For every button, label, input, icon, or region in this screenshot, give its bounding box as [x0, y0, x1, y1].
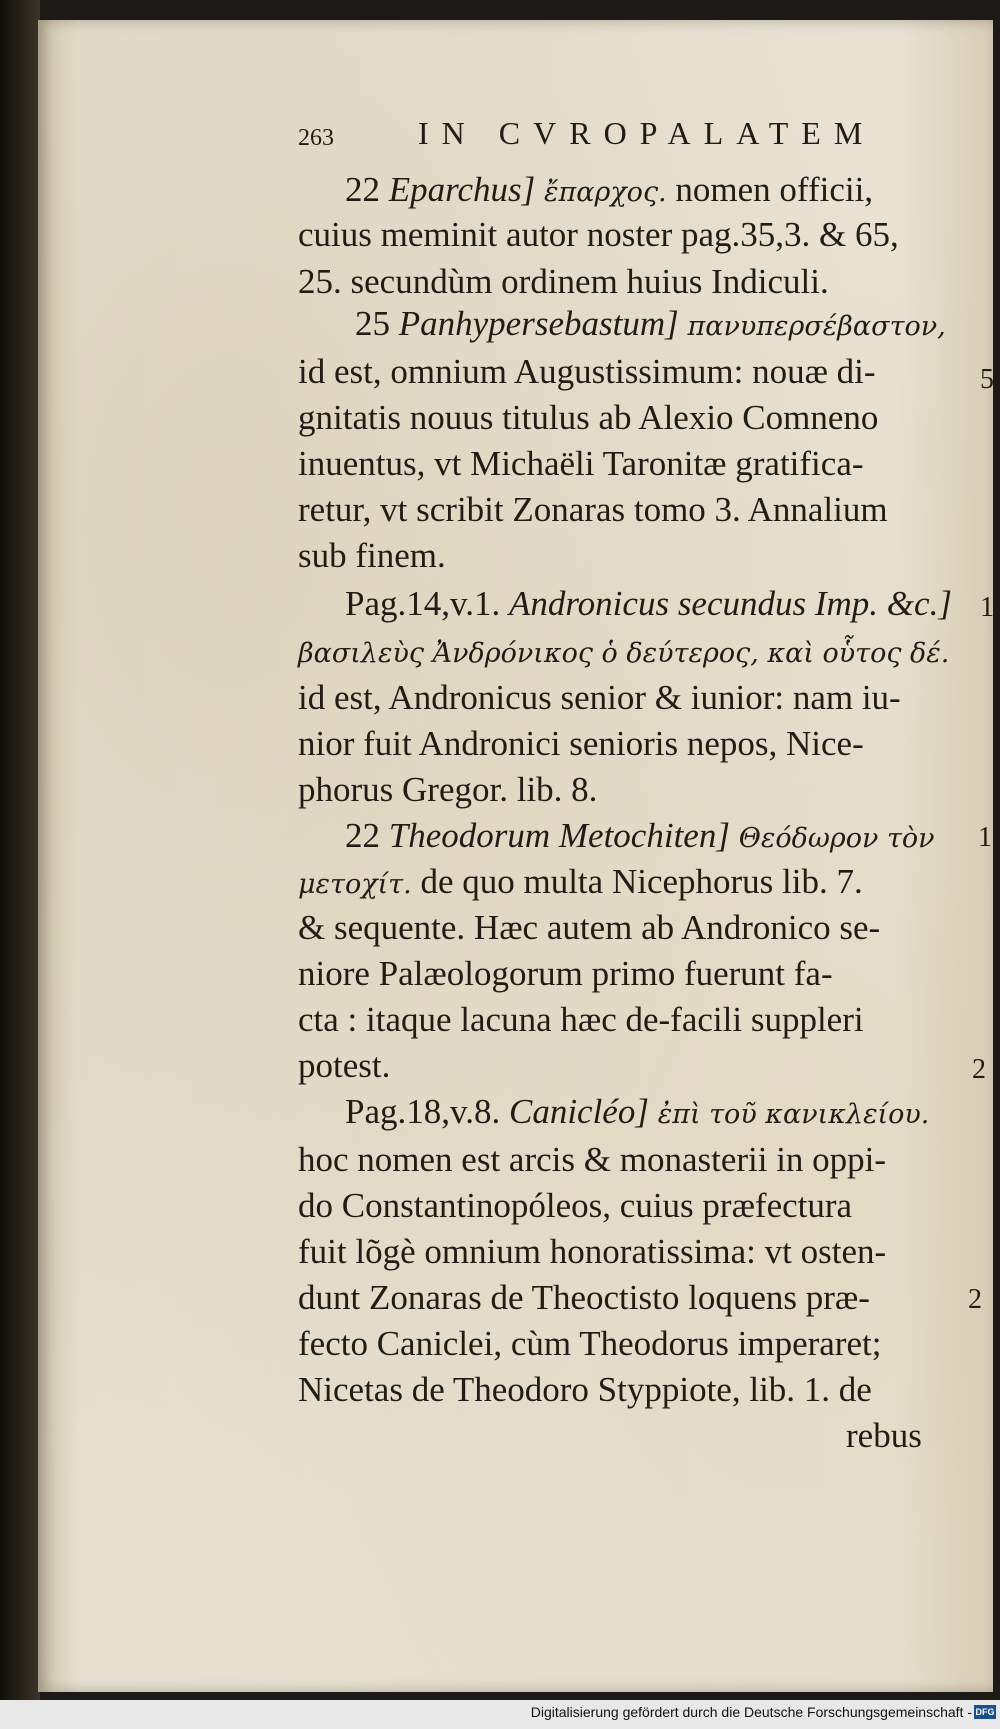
- book-spine-shadow: [0, 0, 40, 1729]
- text-line-27: Nicetas de Theodoro Styppiote, lib. 1. de: [298, 1370, 872, 1409]
- lemma: Eparchus]: [388, 170, 536, 209]
- page-number: 263: [298, 125, 334, 151]
- text-line-13: nior fuit Andronici senioris nepos, Nice-: [298, 724, 864, 763]
- lemma: Panhypersebastum]: [398, 304, 679, 343]
- text-line-14: phorus Gregor. lib. 8.: [298, 770, 598, 809]
- running-title: IN CVROPALATEM: [418, 115, 876, 151]
- line-number: 25: [355, 304, 390, 343]
- text-line-19: cta : itaque lacuna hæc de-facili suppleri: [298, 1000, 864, 1039]
- greek-text: μετοχίτ.: [298, 869, 412, 900]
- lemma: Theodorum Metochiten]: [388, 816, 730, 855]
- text-line-12: id est, Andronicus senior & iunior: nam iu-: [298, 678, 901, 717]
- text-line-9: sub finem.: [298, 536, 446, 575]
- line-number: Pag.18,v.8.: [345, 1092, 501, 1131]
- text-line-26: fecto Caniclei, cùm Theodorus imperaret;: [298, 1324, 882, 1363]
- margin-line-number: 2: [968, 1284, 982, 1315]
- line-number: 22: [345, 816, 380, 855]
- text-line-22: hoc nomen est arcis & monasterii in oppi-: [298, 1140, 887, 1179]
- text-line-8: retur, vt scribit Zonaras tomo 3. Annalium: [298, 490, 888, 529]
- line-number: Pag.14,v.1.: [345, 584, 501, 623]
- greek-text: Θεόδωρον τὸν: [738, 823, 935, 854]
- digitization-credit: Digitalisierung gefördert durch die Deutsche Forschungsgemeinschaft -: [530, 1704, 972, 1720]
- greek-text: πανυπερσέβαστον,: [687, 311, 946, 342]
- dfg-logo: DFG: [975, 1707, 995, 1717]
- latin-text: de quo multa Nicephorus lib. 7.: [420, 862, 863, 901]
- text-line-1: [345, 170, 873, 213]
- text-line-7: inuentus, vt Michaëli Taronitæ gratifica-: [298, 444, 864, 483]
- greek-text: ἐπὶ τοῦ κανικλείου.: [657, 1099, 930, 1130]
- lemma: Andronicus secundus Imp. &c.]: [508, 584, 952, 623]
- latin-text: nomen officii,: [675, 170, 874, 209]
- margin-line-number: 1: [980, 592, 994, 623]
- catchword: rebus: [846, 1416, 922, 1455]
- text-line-2: cuius meminit autor noster pag.35,3. & 65,: [298, 215, 899, 254]
- text-line-11: βασιλεὺς Ἀνδρόνικος ὁ δεύτερος, καὶ οὗτος δέ.: [298, 638, 950, 669]
- greek-text: ἔπαρχος.: [543, 177, 667, 208]
- text-line-21: [345, 1092, 929, 1135]
- text-line-20: potest.: [298, 1046, 391, 1085]
- text-line-15: [345, 816, 935, 859]
- margin-line-number: 1: [978, 822, 992, 853]
- text-line-17: & sequente. Hæc autem ab Andronico se-: [298, 908, 881, 947]
- text-line-24: fuit lõgè omnium honoratissima: vt osten-: [298, 1232, 887, 1271]
- text-line-18: niore Palæologorum primo fuerunt fa-: [298, 954, 833, 993]
- text-line-23: do Constantinopóleos, cuius præfectura: [298, 1186, 853, 1225]
- text-line-4: [355, 304, 946, 347]
- text-line-5: id est, omnium Augustissimum: nouæ di-: [298, 352, 876, 391]
- text-line-3: 25. secundùm ordinem huius Indiculi.: [298, 262, 829, 301]
- line-number: 22: [345, 170, 380, 209]
- margin-line-number: 2: [972, 1054, 986, 1085]
- margin-line-number: 5: [980, 364, 994, 395]
- text-line-16: [298, 862, 863, 905]
- lemma: Canicléo]: [508, 1092, 649, 1131]
- text-line-25: dunt Zonaras de Theoctisto loquens præ-: [298, 1278, 870, 1317]
- text-line-10: [345, 584, 952, 624]
- text-line-6: gnitatis nouus titulus ab Alexio Comneno: [298, 398, 879, 437]
